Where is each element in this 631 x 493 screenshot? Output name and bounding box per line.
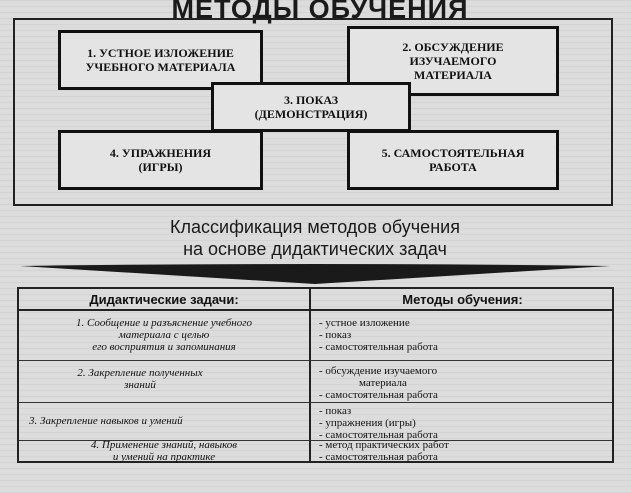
method-item: - показ <box>319 329 352 341</box>
method-box-text: РАБОТА <box>429 160 477 174</box>
method-item: - метод практических работ <box>319 439 449 451</box>
method-box-text: 3. ПОКАЗ <box>283 93 339 107</box>
method-box-oral-presentation <box>58 30 263 90</box>
classification-title-line: Классификация методов обучения <box>170 217 460 237</box>
method-box-exercises <box>58 130 263 190</box>
classification-title-line: на основе дидактических задач <box>183 239 447 259</box>
method-item: - самостоятельная работа <box>319 341 438 353</box>
task-line: 4. Применение знаний, навыков <box>90 439 238 451</box>
header-tasks: Дидактические задачи: <box>89 292 239 307</box>
method-box-text: 4. УПРАЖНЕНИЯ <box>109 146 212 160</box>
method-item: - самостоятельная работа <box>319 429 438 441</box>
task-line: и умений на практике <box>112 451 216 463</box>
classification-title <box>80 216 550 260</box>
didactic-table <box>17 287 614 463</box>
task-line: материала с целью <box>118 329 210 341</box>
method-box-text: МАТЕРИАЛА <box>414 68 492 82</box>
method-box-independent-work <box>347 130 559 190</box>
method-item: - показ <box>319 405 352 417</box>
header-methods: Методы обучения: <box>402 292 523 307</box>
method-box-text: 2. ОБСУЖДЕНИЕ <box>402 40 504 54</box>
methods-cell <box>319 405 609 441</box>
method-item: - упражнения (игры) <box>319 417 416 429</box>
method-item: - обсуждение изучаемого <box>319 365 438 377</box>
task-line: знаний <box>124 379 156 391</box>
methods-cell <box>319 317 609 353</box>
method-box-text: 5. САМОСТОЯТЕЛЬНАЯ <box>381 146 525 160</box>
method-item: материала <box>359 377 407 389</box>
page-title: МЕТОДЫ ОБУЧЕНИЯ <box>171 0 469 24</box>
method-box-text: 1. УСТНОЕ ИЗЛОЖЕНИЕ <box>87 46 234 60</box>
table-row <box>19 361 612 403</box>
method-box-text: (ИГРЫ) <box>138 160 183 174</box>
method-box-text: ИЗУЧАЕМОГО <box>409 54 497 68</box>
task-cell <box>0 367 281 391</box>
table-row <box>19 403 612 441</box>
task-cell <box>23 439 305 463</box>
method-box-demonstration <box>211 82 411 132</box>
task-cell <box>29 415 311 427</box>
method-item: - самостоятельная работа <box>319 451 438 463</box>
methods-cell <box>319 439 609 463</box>
table-header <box>19 289 612 311</box>
table-row <box>19 441 612 463</box>
task-line: 2. Закрепление полученных <box>77 367 203 379</box>
method-item: - устное изложение <box>319 317 410 329</box>
table-row <box>19 311 612 361</box>
method-box-text: (ДЕМОНСТРАЦИЯ) <box>254 107 368 121</box>
task-line: 1. Сообщение и разъяснение учебного <box>75 317 253 329</box>
task-line: его восприятия и запоминания <box>92 341 236 353</box>
method-item: - самостоятельная работа <box>319 389 438 401</box>
method-box-text: УЧЕБНОГО МАТЕРИАЛА <box>85 60 236 74</box>
methods-cell <box>319 365 609 401</box>
down-arrow-icon <box>20 260 610 286</box>
task-cell <box>23 317 305 353</box>
task-line: 3. Закрепление навыков и умений <box>29 415 183 427</box>
